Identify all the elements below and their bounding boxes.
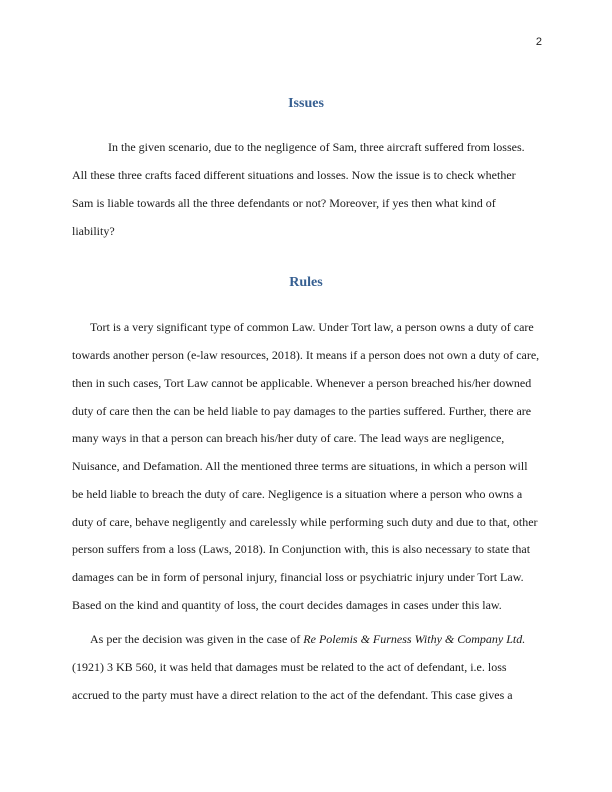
page-number: 2 xyxy=(535,36,542,48)
rules-line: person suffers from a loss (Laws, 2018). In Conjunction with, this is also necessary to state that xyxy=(72,542,531,556)
issues-heading: Issues xyxy=(288,96,324,111)
rules-line xyxy=(90,632,525,646)
rules-line: many ways in that a person can breach his/her duty of care. The lead ways are negligence, xyxy=(72,431,505,445)
rules-line: towards another person (e-law resources, 2018). It means if a person does not own a duty of care, xyxy=(72,348,540,362)
rules-line: then in such cases, Tort Law cannot be applicable. Whenever a person breached his/her downed xyxy=(72,376,532,390)
rules-line: Based on the kind and quantity of loss, the court decides damages in cases under this law. xyxy=(72,598,502,612)
rules-line: duty of care then the can be held liable to pay damages to the parties suffered. Further, there are xyxy=(72,404,532,418)
rules-line: damages can be in form of personal injury, financial loss or psychiatric injury under Tort Law. xyxy=(72,570,524,584)
rules-line: be held liable to breach the duty of care. Negligence is a situation where a person who owns a xyxy=(72,487,523,501)
rules-line: accrued to the party must have a direct relation to the act of the defendant. This case gives a xyxy=(72,688,513,702)
rules-line: Tort is a very significant type of common Law. Under Tort law, a person owns a duty of care xyxy=(90,320,534,334)
issues-line: All these three crafts faced different situations and losses. Now the issue is to check whether xyxy=(72,168,516,182)
rules-heading: Rules xyxy=(289,275,323,290)
case-citation: Re Polemis & Furness Withy & Company Ltd. xyxy=(303,632,526,646)
issues-line: liability? xyxy=(72,224,115,238)
issues-line: Sam is liable towards all the three defendants or not? Moreover, if yes then what kind of xyxy=(72,196,496,210)
rules-line: (1921) 3 KB 560, it was held that damages must be related to the act of defendant, i.e. loss xyxy=(72,660,507,674)
rules-line: Nuisance, and Defamation. All the mentioned three terms are situations, in which a person will xyxy=(72,459,528,473)
issues-line: In the given scenario, due to the negligence of Sam, three aircraft suffered from losses. xyxy=(108,140,525,154)
rules-line: duty of care, behave negligently and carelessly while performing such duty and due to that, other xyxy=(72,515,538,529)
case-intro-text: As per the decision was given in the case of xyxy=(90,632,304,646)
